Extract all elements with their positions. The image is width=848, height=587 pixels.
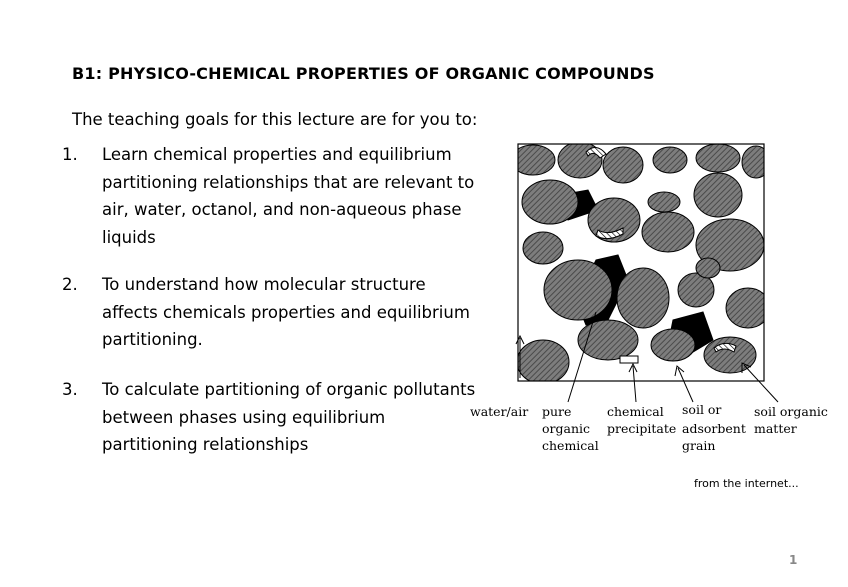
- label-som-1: soil organic: [754, 404, 828, 419]
- goal-number: 3.: [62, 380, 78, 399]
- label-soil-2: adsorbent: [682, 421, 746, 436]
- label-pure-3: chemical: [542, 438, 599, 453]
- goal-text: To calculate partitioning of organic pollutants between phases using equilibrium partitioning relationships: [102, 380, 476, 454]
- page-number: 1: [789, 553, 798, 567]
- image-credit: from the internet...: [694, 477, 799, 490]
- label-pure-1: pure: [542, 404, 572, 419]
- goal-number: 1.: [62, 145, 78, 164]
- goal-text: To understand how molecular structure affects chemicals properties and equilibrium partitioning.: [102, 275, 470, 349]
- label-pure-2: organic: [542, 421, 591, 436]
- soil-pore-diagram: [468, 140, 840, 460]
- label-soil-3: grain: [682, 438, 716, 453]
- label-soil-1: soil or: [682, 402, 722, 417]
- label-som-2: matter: [754, 421, 797, 436]
- label-precip-2: precipitate: [607, 421, 677, 436]
- slide-title: B1: PHYSICO-CHEMICAL PROPERTIES OF ORGANIC COMPOUNDS: [72, 64, 655, 83]
- goal-number: 2.: [62, 275, 78, 294]
- goal-text: Learn chemical properties and equilibrium partitioning relationships that are relevant to air, water, octanol, and non-aqueous phase liquids: [102, 145, 475, 247]
- label-precip-1: chemical: [607, 404, 664, 419]
- intro-text: The teaching goals for this lecture are for you to:: [72, 110, 478, 129]
- soil-grains: [511, 142, 770, 384]
- label-water-air: water/air: [470, 404, 529, 419]
